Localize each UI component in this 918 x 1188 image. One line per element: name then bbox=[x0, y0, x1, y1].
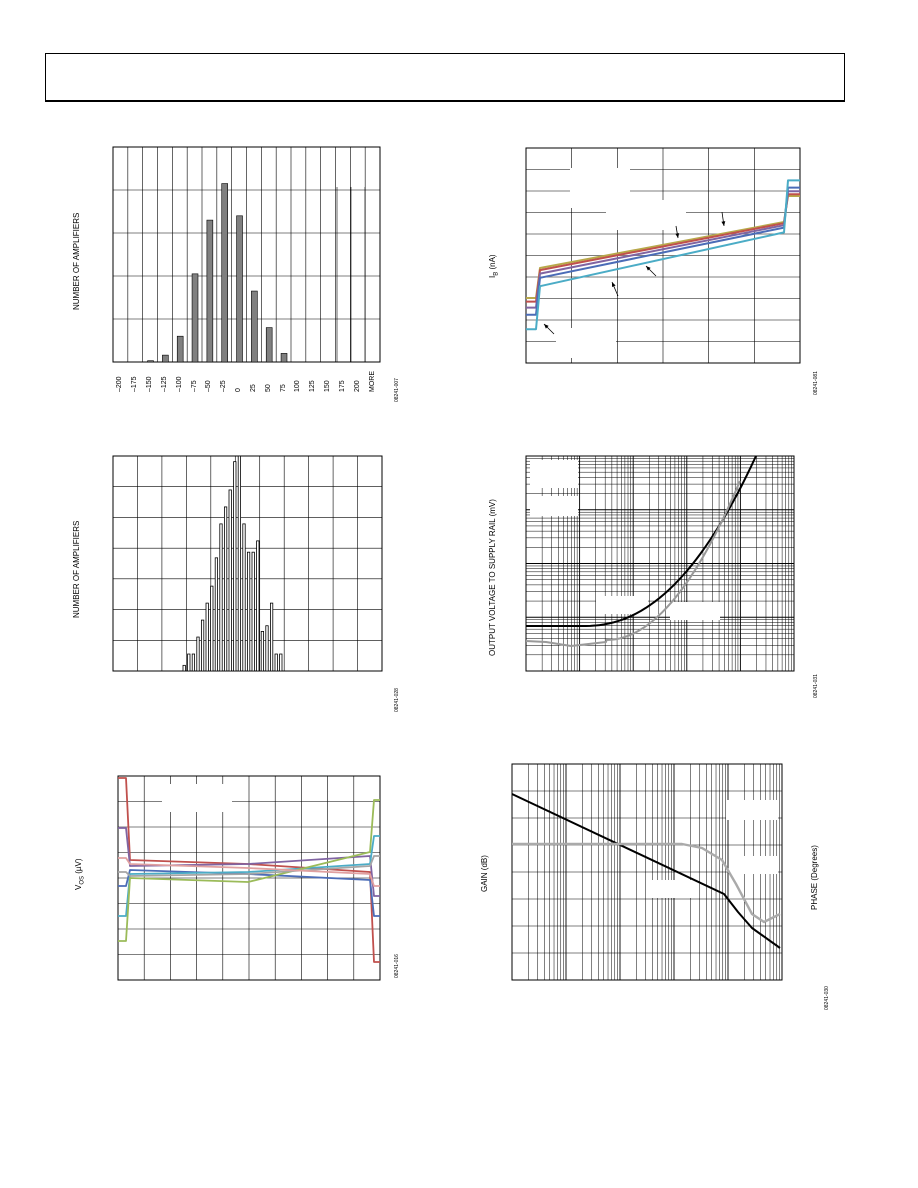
histogram-bar bbox=[192, 274, 198, 362]
histogram-bar bbox=[177, 336, 183, 362]
chart4-ylabel: OUTPUT VOLTAGE TO SUPPLY RAIL (mV) bbox=[488, 499, 497, 656]
histogram-bar bbox=[207, 220, 213, 362]
histogram-bar bbox=[266, 328, 272, 362]
histogram-bar bbox=[251, 291, 257, 362]
chart2-annotation-box bbox=[556, 328, 616, 358]
chart1-x-tick-label: 125 bbox=[309, 380, 317, 392]
histogram-bar bbox=[229, 490, 231, 671]
chart1-x-tick-label: –50 bbox=[205, 380, 213, 392]
chart1-x-tick-label: –25 bbox=[220, 380, 228, 392]
chart2-annotation-box bbox=[606, 200, 686, 230]
histogram-bar bbox=[237, 216, 243, 362]
chart5-ylabel-unit: (µV) bbox=[74, 858, 83, 876]
chart1-x-tick-label: 100 bbox=[294, 380, 302, 392]
gain-phase-chart bbox=[480, 750, 840, 1030]
chart1-x-tick-label: –150 bbox=[146, 376, 154, 392]
histogram-bar bbox=[148, 361, 154, 362]
vos-chart-svg bbox=[60, 760, 400, 1030]
histogram-bar bbox=[247, 552, 249, 671]
histogram-offset-chart bbox=[60, 140, 400, 410]
ib-chart-svg bbox=[480, 140, 820, 410]
chart5-figure-code: 08241-016 bbox=[394, 954, 400, 978]
histogram-bar bbox=[224, 507, 226, 671]
chart1-x-tick-label: 150 bbox=[324, 380, 332, 392]
output-voltage-chart bbox=[480, 450, 820, 720]
chart5-ylabel-main: V bbox=[74, 884, 83, 890]
chart2-figure-code: 08241-081 bbox=[813, 371, 819, 395]
chart6-figure-code: 08241-030 bbox=[824, 986, 830, 1010]
chart4-annotation-box bbox=[530, 460, 578, 488]
chart1-figure-code: 08241-007 bbox=[394, 378, 400, 402]
chart1-x-tick-label: MORE bbox=[368, 371, 376, 392]
histogram-bar bbox=[266, 626, 268, 671]
histogram-bar bbox=[252, 552, 254, 671]
chart6-annotation-box bbox=[726, 800, 778, 820]
chart4-annotation-box bbox=[670, 602, 720, 620]
chart5-ylabel-sub: OS bbox=[79, 875, 86, 885]
ib-chart bbox=[480, 140, 820, 410]
histogram-bar bbox=[220, 524, 222, 671]
chart1-x-tick-label: –200 bbox=[116, 376, 124, 392]
histogram-bar bbox=[270, 603, 272, 671]
chart4-annotation-box bbox=[530, 496, 578, 516]
chart4-figure-code: 08241-031 bbox=[813, 674, 819, 698]
histogram-bar bbox=[188, 654, 190, 671]
chart1-x-tick-label: –100 bbox=[175, 376, 183, 392]
chart1-x-tick-label: –75 bbox=[190, 380, 198, 392]
histogram-bar bbox=[192, 654, 194, 671]
chart6-annotation-box bbox=[646, 880, 692, 898]
chart6-annotation-box bbox=[730, 856, 778, 874]
chart1-x-tick-label: 25 bbox=[249, 384, 257, 392]
chart6-ylabel: GAIN (dB) bbox=[480, 855, 489, 892]
histogram-bar bbox=[275, 654, 277, 671]
chart1-ylabel: NUMBER OF AMPLIFIERS bbox=[72, 212, 81, 310]
histogram-bar bbox=[183, 665, 185, 671]
histogram-bar bbox=[211, 586, 213, 671]
histogram-bar bbox=[238, 456, 240, 671]
histogram-bar bbox=[215, 558, 217, 671]
histogram-drift-chart bbox=[60, 450, 400, 720]
histogram-bar bbox=[201, 620, 203, 671]
chart2-ylabel-unit: (nA) bbox=[488, 254, 497, 272]
output-voltage-svg bbox=[480, 450, 820, 720]
histogram-bar bbox=[197, 637, 199, 671]
page-header-box bbox=[45, 53, 845, 102]
chart6-ylabel-right: PHASE (Degrees) bbox=[810, 845, 819, 910]
chart2-ylabel-sub: B bbox=[493, 271, 500, 276]
chart3-ylabel: NUMBER OF AMPLIFIERS bbox=[72, 520, 81, 618]
chart1-x-tick-label: 175 bbox=[338, 380, 346, 392]
vos-chart bbox=[60, 760, 400, 1030]
histogram-bar bbox=[206, 603, 208, 671]
chart2-ylabel bbox=[488, 254, 500, 278]
histogram-bar bbox=[243, 524, 245, 671]
chart2-ylabel-main: I bbox=[488, 275, 497, 278]
histogram-bar bbox=[222, 184, 228, 362]
chart1-x-tick-label: 0 bbox=[235, 388, 243, 392]
histogram-bar bbox=[257, 541, 259, 671]
histogram-bar bbox=[280, 654, 282, 671]
chart5-ylabel bbox=[74, 858, 86, 890]
chart3-figure-code: 08241-028 bbox=[394, 688, 400, 712]
chart1-x-tick-label: 50 bbox=[264, 384, 272, 392]
gain-phase-svg bbox=[480, 750, 840, 1030]
chart1-x-tick-label: –125 bbox=[160, 376, 168, 392]
histogram-bar bbox=[261, 631, 263, 671]
histogram-bar bbox=[281, 353, 287, 362]
histogram-drift-svg bbox=[60, 450, 400, 720]
chart1-x-tick-label: 75 bbox=[279, 384, 287, 392]
histogram-bar bbox=[234, 462, 236, 671]
histogram-bar bbox=[162, 355, 168, 362]
chart1-x-tick-label: 200 bbox=[353, 380, 361, 392]
chart5-annotation-box bbox=[162, 784, 232, 812]
chart1-x-tick-label: –175 bbox=[131, 376, 139, 392]
histogram-offset-svg bbox=[60, 140, 400, 410]
